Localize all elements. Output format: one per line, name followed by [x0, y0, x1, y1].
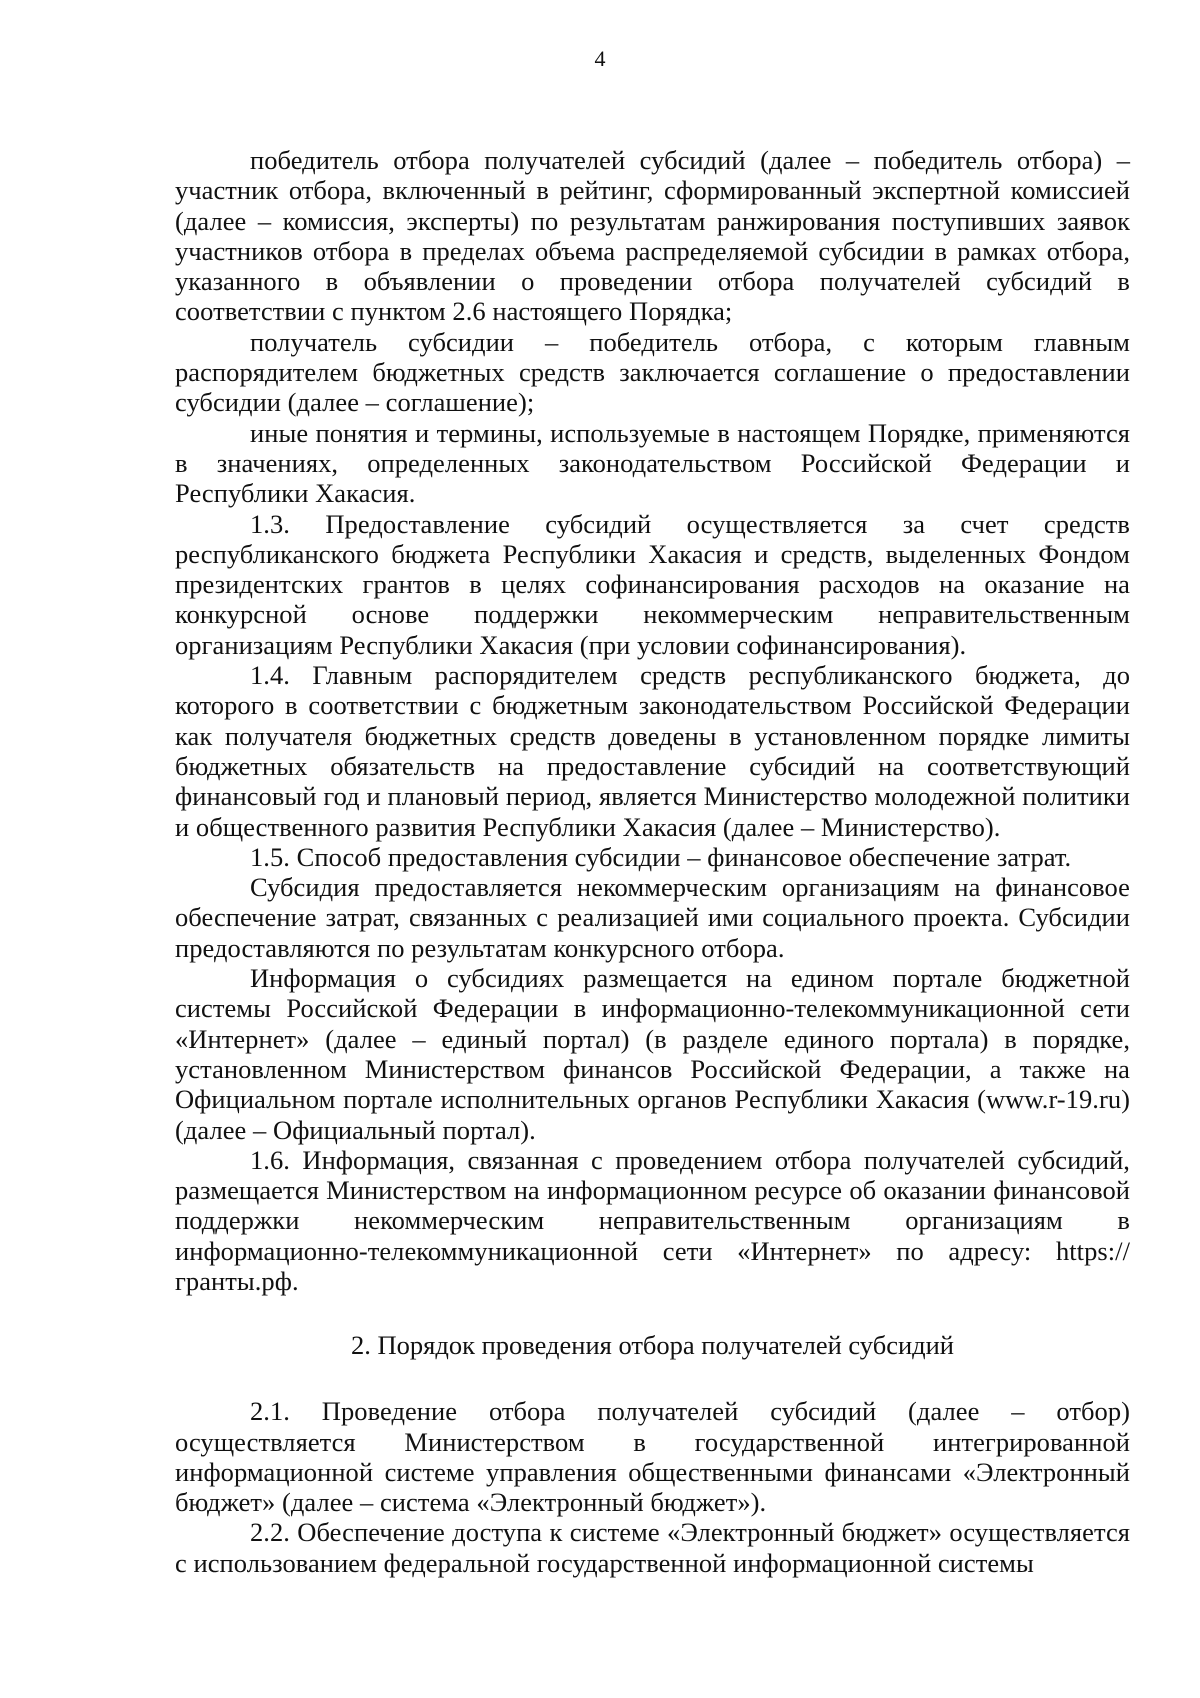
paragraph-2-2: 2.2. Обеспечение доступа к системе «Электронный бюджет» осуществляется с использованием федеральной государственной информационной системы — [175, 1517, 1130, 1578]
paragraph-1-3: 1.3. Предоставление субсидий осуществляется за счет средств республиканского бюджета Республики Хакасия и средств, выделенных Фондом президентских грантов в целях софинансирования расходов на оказание на конкурсной основе поддержки некоммерческим неправительственным организациям Республики Хакасия (при условии софинансирования). — [175, 508, 1130, 660]
paragraph-2-1: 2.1. Проведение отбора получателей субсидий (далее – отбор) осуществляется Министерством в государственной интегрированной информационной системе управления общественными финансами «Электронный бюджет» (далее – система «Электронный бюджет»). — [175, 1396, 1130, 1518]
paragraph-recipient-definition: получатель субсидии – победитель отбора, с которым главным распорядителем бюджетных средств заключается соглашение о предоставлении субсидии (далее – соглашение); — [175, 326, 1130, 418]
document-body — [175, 145, 1130, 1578]
paragraph-1-5: 1.5. Способ предоставления субсидии – финансовое обеспечение затрат. — [250, 841, 1072, 872]
paragraph-other-terms: иные понятия и термины, используемые в настоящем Порядке, применяются в значениях, определенных законодательством Российской Федерации и Республики Хакасия. — [175, 417, 1130, 509]
paragraph-subsidy-purpose: Субсидия предоставляется некоммерческим организациям на финансовое обеспечение затрат, связанных с реализацией ими социального проекта. Субсидии предоставляются по результатам конкурсного отбора. — [175, 872, 1130, 963]
paragraph-1-4: 1.4. Главным распорядителем средств республиканского бюджета, до которого в соответствии с бюджетным законодательством Российской Федерации как получателя бюджетных средств доведены в установленном порядке лимиты бюджетных обязательств на предоставление субсидий на соответствующий финансовый год и плановый период, является Министерство молодежной политики и общественного развития Республики Хакасия (далее – Министерство). — [175, 660, 1130, 842]
paragraph-subsidy-information: Информация о субсидиях размещается на едином портале бюджетной системы Российской Федерации в информационно-телекоммуникационной сети «Интернет» (далее – единый портал) (в разделе единого портала) в порядке, установленном Министерством финансов Российской Федерации, а также на Официальном портале исполнительных органов Республики Хакасия (www.r-19.ru) (далее – Официальный портал). — [175, 963, 1130, 1145]
paragraph-winner-definition: победитель отбора получателей субсидий (далее – победитель отбора) – участник отбора, включенный в рейтинг, сформированный экспертной комиссией (далее – комиссия, эксперты) по результатам ранжирования поступивших заявок участников отбора в пределах объема распределяемой субсидии в рамках отбора, указанного в объявлении о проведении отбора получателей субсидий в соответствии с пунктом 2.6 настоящего Порядка; — [175, 145, 1130, 327]
section-heading: 2. Порядок проведения отбора получателей субсидий — [351, 1330, 954, 1361]
paragraph-1-6: 1.6. Информация, связанная с проведением отбора получателей субсидий, размещается Министерством на информационном ресурсе об оказании финансовой поддержки некоммерческим неправительственным организациям в информационно-телекоммуникационной сети «Интернет» по адресу: https://гранты.рф. — [175, 1144, 1130, 1296]
page-number: 4 — [594, 46, 606, 71]
